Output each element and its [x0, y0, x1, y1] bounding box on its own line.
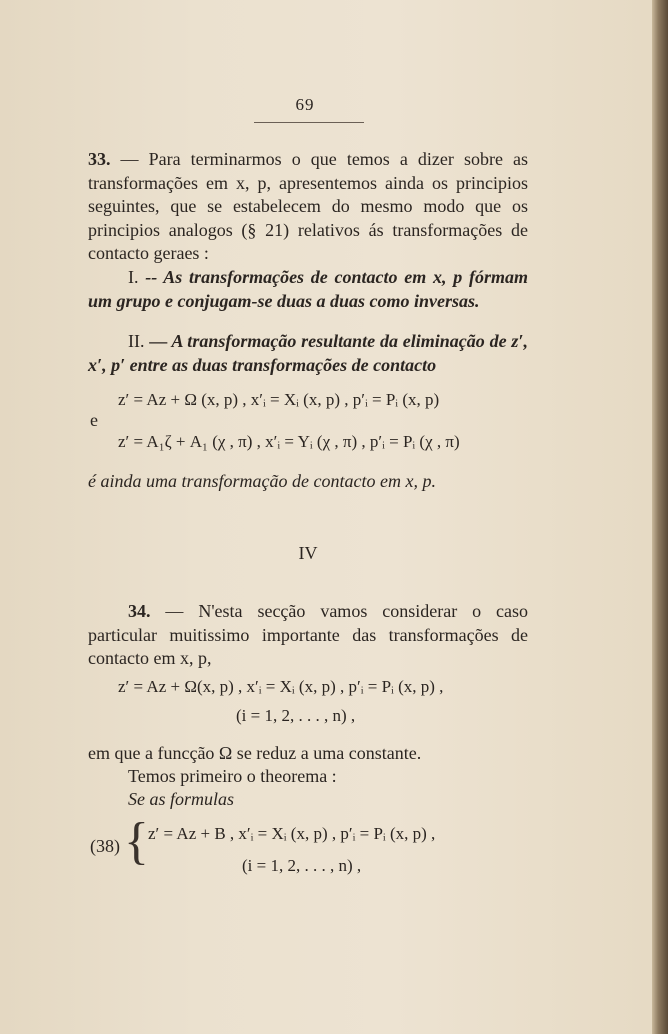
principle-text: — A transformação resultante da eliminação de z′, x′, p′ entre as duas transformações de contacto [88, 331, 528, 375]
brace-icon: { [124, 813, 149, 870]
paragraph-number: 34. [128, 601, 151, 621]
header-rule [254, 122, 364, 123]
principle-1 [88, 266, 528, 313]
paragraph-34 [88, 600, 528, 671]
paragraph-33 [88, 148, 528, 266]
equation-4: z′ = Az + B , x′ᵢ = Xᵢ (x, p) , p′ᵢ = Pᵢ (x, p) , [148, 824, 436, 843]
paragraph-number: 33. [88, 149, 111, 169]
conclusion-text: é ainda uma transformação de contacto em x, p. [88, 471, 436, 491]
paragraph-text: — Para terminarmos o que temos a dizer sobre as transformações em x, p, apresentemos ainda os principios seguintes, que se estabelecem do mesmo modo que os principios analogos (§ 21) relativos ás transformações de contacto geraes : [88, 149, 528, 263]
principle-2 [88, 330, 528, 377]
principle-number: I. [128, 267, 139, 287]
text-line: Temos primeiro o theorema : [128, 766, 337, 786]
equation-3: z′ = Az + Ω(x, p) , x′ᵢ = Xᵢ (x, p) , p′ᵢ = Pᵢ (x, p) , [118, 677, 444, 696]
text-line: em que a funcção Ω se reduz a uma constante. [88, 743, 422, 763]
equation-4-index: (i = 1, 2, . . . , n) , [242, 856, 362, 875]
principle-number: II. [128, 331, 145, 351]
equation-label: (38) [90, 836, 120, 856]
equation-3-index: (i = 1, 2, . . . , n) , [236, 706, 356, 725]
book-spine-edge [652, 0, 668, 1034]
text-line: Se as formulas [128, 789, 235, 809]
conjunction-e: e [90, 410, 98, 430]
equation-1: z′ = Az + Ω (x, p) , x′ᵢ = Xᵢ (x, p) , p′ᵢ = Pᵢ (x, p) [118, 390, 440, 409]
paragraph-text: — N'esta secção vamos considerar o caso particular muitissimo importante das transformações de contacto em x, p, [88, 601, 528, 668]
equation-2: z′ = A₁ζ + A₁ (χ , π) , x′ᵢ = Yᵢ (χ , π) , p′ᵢ = Pᵢ (χ , π) [118, 432, 460, 451]
page-number: 69 [295, 95, 315, 114]
section-heading: IV [298, 543, 318, 563]
principle-text: -- As transformações de contacto em x, p fórmam um grupo e conjugam-se duas a duas como inversas. [88, 267, 528, 311]
